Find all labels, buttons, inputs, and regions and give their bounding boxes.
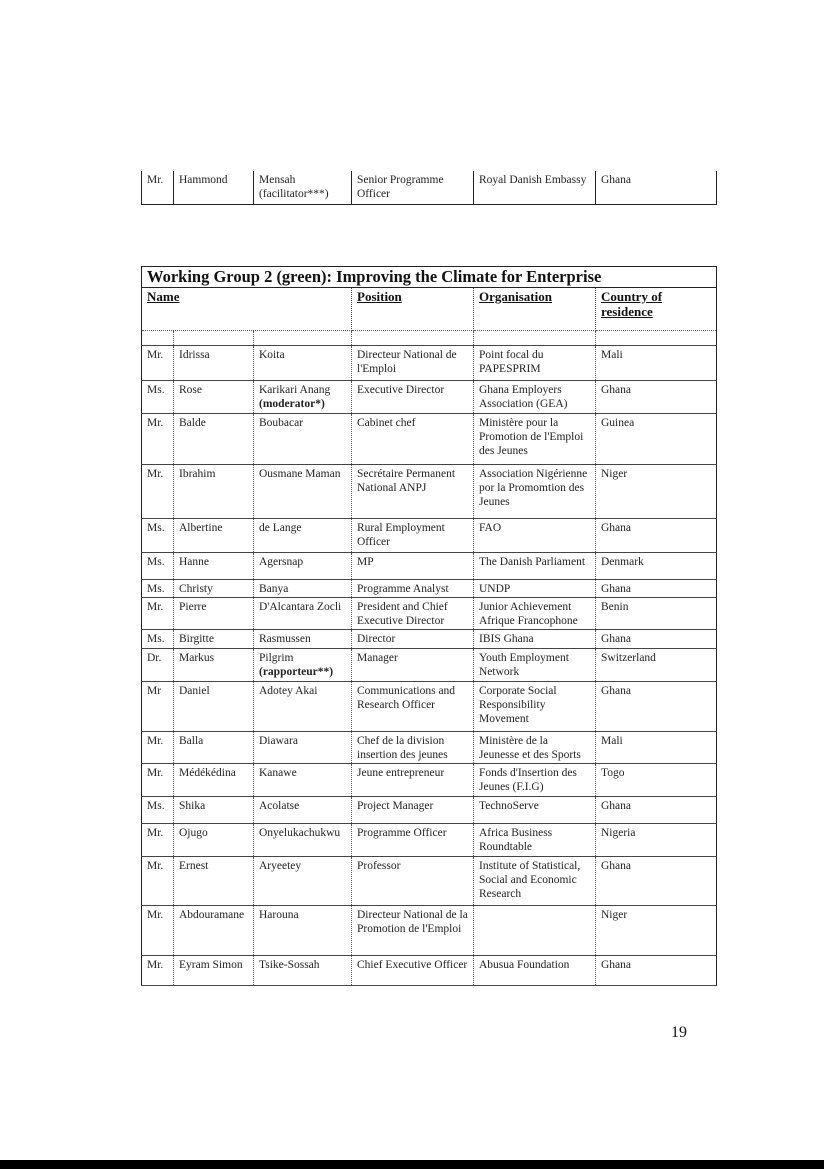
cell-country: Ghana xyxy=(596,580,717,598)
cell-position: Manager xyxy=(352,649,474,682)
cell-first: Pierre xyxy=(174,598,254,630)
cell-last: Aryeetey xyxy=(254,857,352,906)
cell-first: Albertine xyxy=(174,519,254,553)
participant-row xyxy=(142,414,717,465)
cell-first: Markus xyxy=(174,649,254,682)
cell-last: Agersnap xyxy=(254,553,352,580)
cell-position: Secrétaire Permanent National ANPJ xyxy=(352,465,474,519)
cell-organisation: Fonds d'Insertion des Jeunes (F.I.G) xyxy=(474,764,596,797)
cell-first: Christy xyxy=(174,580,254,598)
cell-title: Ms. xyxy=(142,630,174,649)
cell-position: Senior Programme Officer xyxy=(352,171,474,205)
cell-country: Ghana xyxy=(596,630,717,649)
cell-country: Benin xyxy=(596,598,717,630)
cell-country: Niger xyxy=(596,465,717,519)
header-name: Name xyxy=(142,288,352,331)
participant-row xyxy=(142,580,717,598)
participant-row xyxy=(142,630,717,649)
participant-row xyxy=(142,171,717,205)
cell-first: Shika xyxy=(174,797,254,824)
cell-first: Ibrahim xyxy=(174,465,254,519)
cell-first: Idrissa xyxy=(174,346,254,381)
participant-row xyxy=(142,346,717,381)
page-number: 19 xyxy=(671,1024,687,1041)
cell-organisation: IBIS Ghana xyxy=(474,630,596,649)
cell-position: Director xyxy=(352,630,474,649)
cell-country: Denmark xyxy=(596,553,717,580)
cell-first: Rose xyxy=(174,381,254,414)
participant-row xyxy=(142,519,717,553)
cell-title: Ms. xyxy=(142,381,174,414)
cell-organisation: Corporate Social Responsibility Movement xyxy=(474,682,596,732)
cell-title: Mr. xyxy=(142,956,174,986)
cell-title: Ms. xyxy=(142,797,174,824)
cell-country: Mali xyxy=(596,346,717,381)
cell-position: Communications and Research Officer xyxy=(352,682,474,732)
participant-row xyxy=(142,649,717,682)
header-organisation: Organisation xyxy=(474,288,596,331)
header-position: Position xyxy=(352,288,474,331)
cell-organisation: Point focal du PAPESPRIM xyxy=(474,346,596,381)
cell-position: Chef de la division insertion des jeunes xyxy=(352,732,474,764)
cell-position: MP xyxy=(352,553,474,580)
cell-country: Ghana xyxy=(596,857,717,906)
cell-position: Professor xyxy=(352,857,474,906)
cell-organisation: Abusua Foundation xyxy=(474,956,596,986)
cell-last: Rasmussen xyxy=(254,630,352,649)
cell-country: Niger xyxy=(596,906,717,956)
cell-country: Guinea xyxy=(596,414,717,465)
cell-organisation: Africa Business Roundtable xyxy=(474,824,596,857)
cell-last: Ousmane Maman xyxy=(254,465,352,519)
cell-first: Daniel xyxy=(174,682,254,732)
participant-row xyxy=(142,797,717,824)
participant-row xyxy=(142,824,717,857)
working-group-title: Working Group 2 (green): Improving the Climate for Enterprise xyxy=(142,267,717,288)
participant-row xyxy=(142,764,717,797)
cell-organisation: Association Nigérienne por la Promomtion des Jeunes xyxy=(474,465,596,519)
cell-position: Project Manager xyxy=(352,797,474,824)
participant-row xyxy=(142,732,717,764)
cell-country: Ghana xyxy=(596,797,717,824)
participant-row xyxy=(142,465,717,519)
cell-country: Ghana xyxy=(596,519,717,553)
cell-title: Ms. xyxy=(142,519,174,553)
cell-title: Mr. xyxy=(142,598,174,630)
participant-role: (rapporteur**) xyxy=(259,666,334,678)
cell-last: Adotey Akai xyxy=(254,682,352,732)
cell-title: Ms. xyxy=(142,553,174,580)
cell-country: Nigeria xyxy=(596,824,717,857)
continued-participant-table xyxy=(141,171,717,205)
cell-title: Mr. xyxy=(142,465,174,519)
cell-last: Kanawe xyxy=(254,764,352,797)
working-group-2-table xyxy=(141,266,717,986)
participant-row xyxy=(142,857,717,906)
cell-last: Karikari Anang (moderator*) xyxy=(254,381,352,414)
cell-first: Birgitte xyxy=(174,630,254,649)
cell-title: Mr. xyxy=(142,732,174,764)
cell-title: Mr. xyxy=(142,414,174,465)
cell-organisation: FAO xyxy=(474,519,596,553)
cell-country: Ghana xyxy=(596,682,717,732)
cell-organisation: Junior Achievement Afrique Francophone xyxy=(474,598,596,630)
cell-organisation: Royal Danish Embassy xyxy=(474,171,596,205)
cell-organisation xyxy=(474,906,596,956)
cell-organisation: Ministère pour la Promotion de l'Emploi des Jeunes xyxy=(474,414,596,465)
cell-last: Acolatse xyxy=(254,797,352,824)
cell-first: Balla xyxy=(174,732,254,764)
cell-country: Mali xyxy=(596,732,717,764)
cell-last: Koita xyxy=(254,346,352,381)
cell-last: Pilgrim (rapporteur**) xyxy=(254,649,352,682)
scan-edge xyxy=(0,1160,824,1169)
cell-first: Hanne xyxy=(174,553,254,580)
cell-first: Balde xyxy=(174,414,254,465)
cell-first: Ernest xyxy=(174,857,254,906)
cell-last: Tsike-Sossah xyxy=(254,956,352,986)
cell-title: Mr xyxy=(142,682,174,732)
cell-first: Médékédina xyxy=(174,764,254,797)
cell-organisation: The Danish Parliament xyxy=(474,553,596,580)
cell-title: Mr. xyxy=(142,346,174,381)
cell-last: Boubacar xyxy=(254,414,352,465)
cell-organisation: Ministère de la Jeunesse et des Sports xyxy=(474,732,596,764)
cell-title: Ms. xyxy=(142,580,174,598)
cell-organisation: TechnoServe xyxy=(474,797,596,824)
cell-organisation: Youth Employment Network xyxy=(474,649,596,682)
cell-country: Switzerland xyxy=(596,649,717,682)
cell-last: D'Alcantara Zocli xyxy=(254,598,352,630)
cell-position: Programme Analyst xyxy=(352,580,474,598)
cell-first: Abdouramane xyxy=(174,906,254,956)
participant-row xyxy=(142,906,717,956)
cell-position: President and Chief Executive Director xyxy=(352,598,474,630)
cell-title: Mr. xyxy=(142,171,174,205)
cell-position: Rural Employment Officer xyxy=(352,519,474,553)
participant-row xyxy=(142,553,717,580)
participant-role: (facilitator***) xyxy=(259,188,329,200)
cell-position: Programme Officer xyxy=(352,824,474,857)
cell-title: Mr. xyxy=(142,824,174,857)
cell-position: Directeur National de la Promotion de l'Emploi xyxy=(352,906,474,956)
cell-first: Eyram Simon xyxy=(174,956,254,986)
cell-last: Mensah (facilitator***) xyxy=(254,171,352,205)
cell-country: Togo xyxy=(596,764,717,797)
cell-title: Mr. xyxy=(142,906,174,956)
cell-country: Ghana xyxy=(596,956,717,986)
cell-last: Onyelukachukwu xyxy=(254,824,352,857)
cell-organisation: Ghana Employers Association (GEA) xyxy=(474,381,596,414)
cell-title: Mr. xyxy=(142,764,174,797)
cell-position: Directeur National de l'Emploi xyxy=(352,346,474,381)
cell-last: de Lange xyxy=(254,519,352,553)
cell-last: Banya xyxy=(254,580,352,598)
participant-row xyxy=(142,381,717,414)
participant-row xyxy=(142,682,717,732)
cell-first: Hammond xyxy=(174,171,254,205)
participant-role: (moderator*) xyxy=(259,398,325,410)
cell-title: Dr. xyxy=(142,649,174,682)
cell-position: Chief Executive Officer xyxy=(352,956,474,986)
cell-country: Ghana xyxy=(596,381,717,414)
participant-row xyxy=(142,598,717,630)
header-country: Country of residence xyxy=(596,288,717,331)
cell-organisation: UNDP xyxy=(474,580,596,598)
cell-last: Harouna xyxy=(254,906,352,956)
cell-country: Ghana xyxy=(596,171,717,205)
cell-organisation: Institute of Statistical, Social and Economic Research xyxy=(474,857,596,906)
cell-position: Executive Director xyxy=(352,381,474,414)
cell-first: Ojugo xyxy=(174,824,254,857)
cell-position: Cabinet chef xyxy=(352,414,474,465)
cell-position: Jeune entrepreneur xyxy=(352,764,474,797)
cell-last: Diawara xyxy=(254,732,352,764)
participant-row xyxy=(142,956,717,986)
cell-title: Mr. xyxy=(142,857,174,906)
